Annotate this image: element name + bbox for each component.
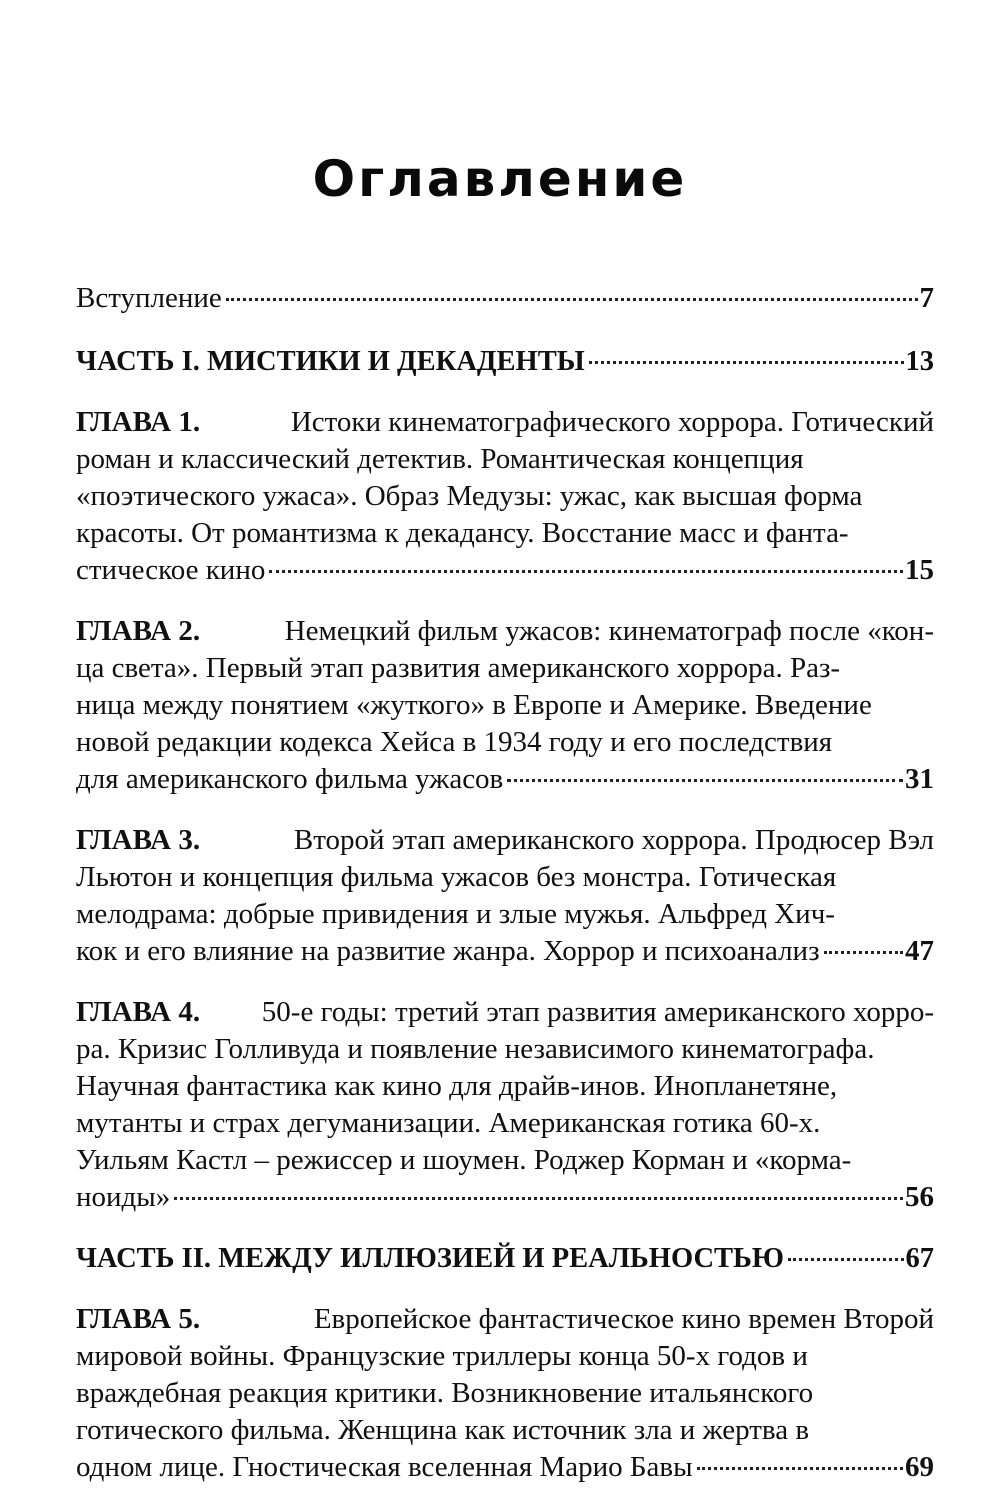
page-title: Оглавление — [312, 150, 688, 208]
chapter-line: ница между понятием «жуткого» в Европе и Америке. Введение — [76, 689, 872, 721]
page-number: 15 — [905, 554, 934, 586]
chapter-line: мелодрама: добрые привидения и злые мужья. Альфред Хич- — [76, 898, 835, 930]
page-number: 69 — [905, 1451, 934, 1483]
chapter-text: 50-е годы: третий этап развития американского хорро- — [261, 996, 934, 1028]
chapter-line: мутанты и страх дегуманизации. Американская готика 60-х. — [76, 1107, 821, 1139]
toc-entry-chapter-5[interactable] — [76, 1301, 934, 1486]
chapter-line: роман и классический детектив. Романтическая концепция — [76, 443, 804, 475]
toc-entry-part-2[interactable] — [76, 1240, 934, 1277]
toc-entry-intro[interactable] — [76, 280, 934, 317]
part-title: ЧАСТЬ II. МЕЖДУ ИЛЛЮЗИЕЙ И РЕАЛЬНОСТЬЮ — [76, 1243, 784, 1274]
chapter-line: ца света». Первый этап развития американского хоррора. Раз- — [76, 652, 841, 684]
chapter-label: ГЛАВА 1. — [76, 406, 201, 438]
chapter-line: красоты. От романтизма к декадансу. Восстание масс и фанта- — [76, 517, 849, 549]
chapter-label: ГЛАВА 5. — [76, 1303, 201, 1335]
chapter-label: ГЛАВА 3. — [76, 824, 201, 856]
chapter-line: «поэтического ужаса». Образ Медузы: ужас, как высшая форма — [76, 480, 863, 512]
chapter-line: Научная фантастика как кино для драйв-инов. Инопланетяне, — [76, 1070, 838, 1102]
toc-entry-chapter-4[interactable] — [76, 994, 934, 1216]
page-number: 47 — [905, 935, 934, 967]
chapter-line: Льютон и концепция фильма ужасов без монстра. Готическая — [76, 861, 837, 893]
chapter-line: для американского фильма ужасов — [76, 763, 504, 795]
dot-leader — [269, 570, 903, 573]
chapter-text: Европейское фантастическое кино времен Второй — [313, 1303, 934, 1335]
entry-title: Вступление — [76, 282, 222, 314]
part-title: ЧАСТЬ I. МИСТИКИ И ДЕКАДЕНТЫ — [76, 346, 585, 377]
dot-leader — [824, 951, 903, 954]
chapter-line: кок и его влияние на развитие жанра. Хоррор и психоанализ — [76, 935, 820, 967]
dot-leader — [507, 779, 903, 782]
dot-leader — [226, 298, 918, 301]
page-number: 31 — [905, 763, 934, 795]
chapter-line — [76, 404, 934, 441]
page-number: 7 — [919, 282, 934, 314]
chapter-line: одном лице. Гностическая вселенная Марио Бавы — [76, 1451, 693, 1483]
chapter-line: новой редакции кодекса Хейса в 1934 году и его последствия — [76, 726, 833, 758]
chapter-line: мировой войны. Французские триллеры конца 50-х годов и — [76, 1340, 808, 1372]
dot-leader — [788, 1258, 904, 1261]
toc-entry-part-1[interactable] — [76, 343, 934, 380]
chapter-label: ГЛАВА 2. — [76, 615, 201, 647]
chapter-text: Немецкий фильм ужасов: кинематограф после «кон- — [284, 615, 934, 647]
toc-entry-chapter-1[interactable] — [76, 404, 934, 589]
chapter-line: Уильям Кастл – режиссер и шоумен. Роджер Корман и «корма- — [76, 1144, 852, 1176]
chapter-line — [76, 994, 934, 1031]
chapter-label: ГЛАВА 4. — [76, 996, 201, 1028]
chapter-line — [76, 822, 934, 859]
chapter-line — [76, 613, 934, 650]
chapter-text: Истоки кинематографического хоррора. Готический — [290, 406, 934, 438]
chapter-line: ноиды» — [76, 1181, 171, 1213]
dot-leader — [174, 1197, 903, 1200]
dot-leader — [589, 361, 904, 364]
chapter-line: готического фильма. Женщина как источник зла и жертва в — [76, 1414, 810, 1446]
toc-entry-chapter-3[interactable] — [76, 822, 934, 970]
table-of-contents — [76, 280, 934, 1510]
page-number: 13 — [905, 346, 934, 377]
page-number: 56 — [905, 1181, 934, 1213]
chapter-line: ра. Кризис Голливуда и появление независимого кинематографа. — [76, 1033, 875, 1065]
toc-entry-chapter-2[interactable] — [76, 613, 934, 798]
dot-leader — [697, 1467, 903, 1470]
chapter-line: враждебная реакция критики. Возникновение итальянского — [76, 1377, 814, 1409]
chapter-line: стическое кино — [76, 554, 266, 586]
chapter-text: Второй этап американского хоррора. Продюсер Вэл — [293, 824, 934, 856]
chapter-line — [76, 1301, 934, 1338]
page-number: 67 — [905, 1243, 934, 1274]
